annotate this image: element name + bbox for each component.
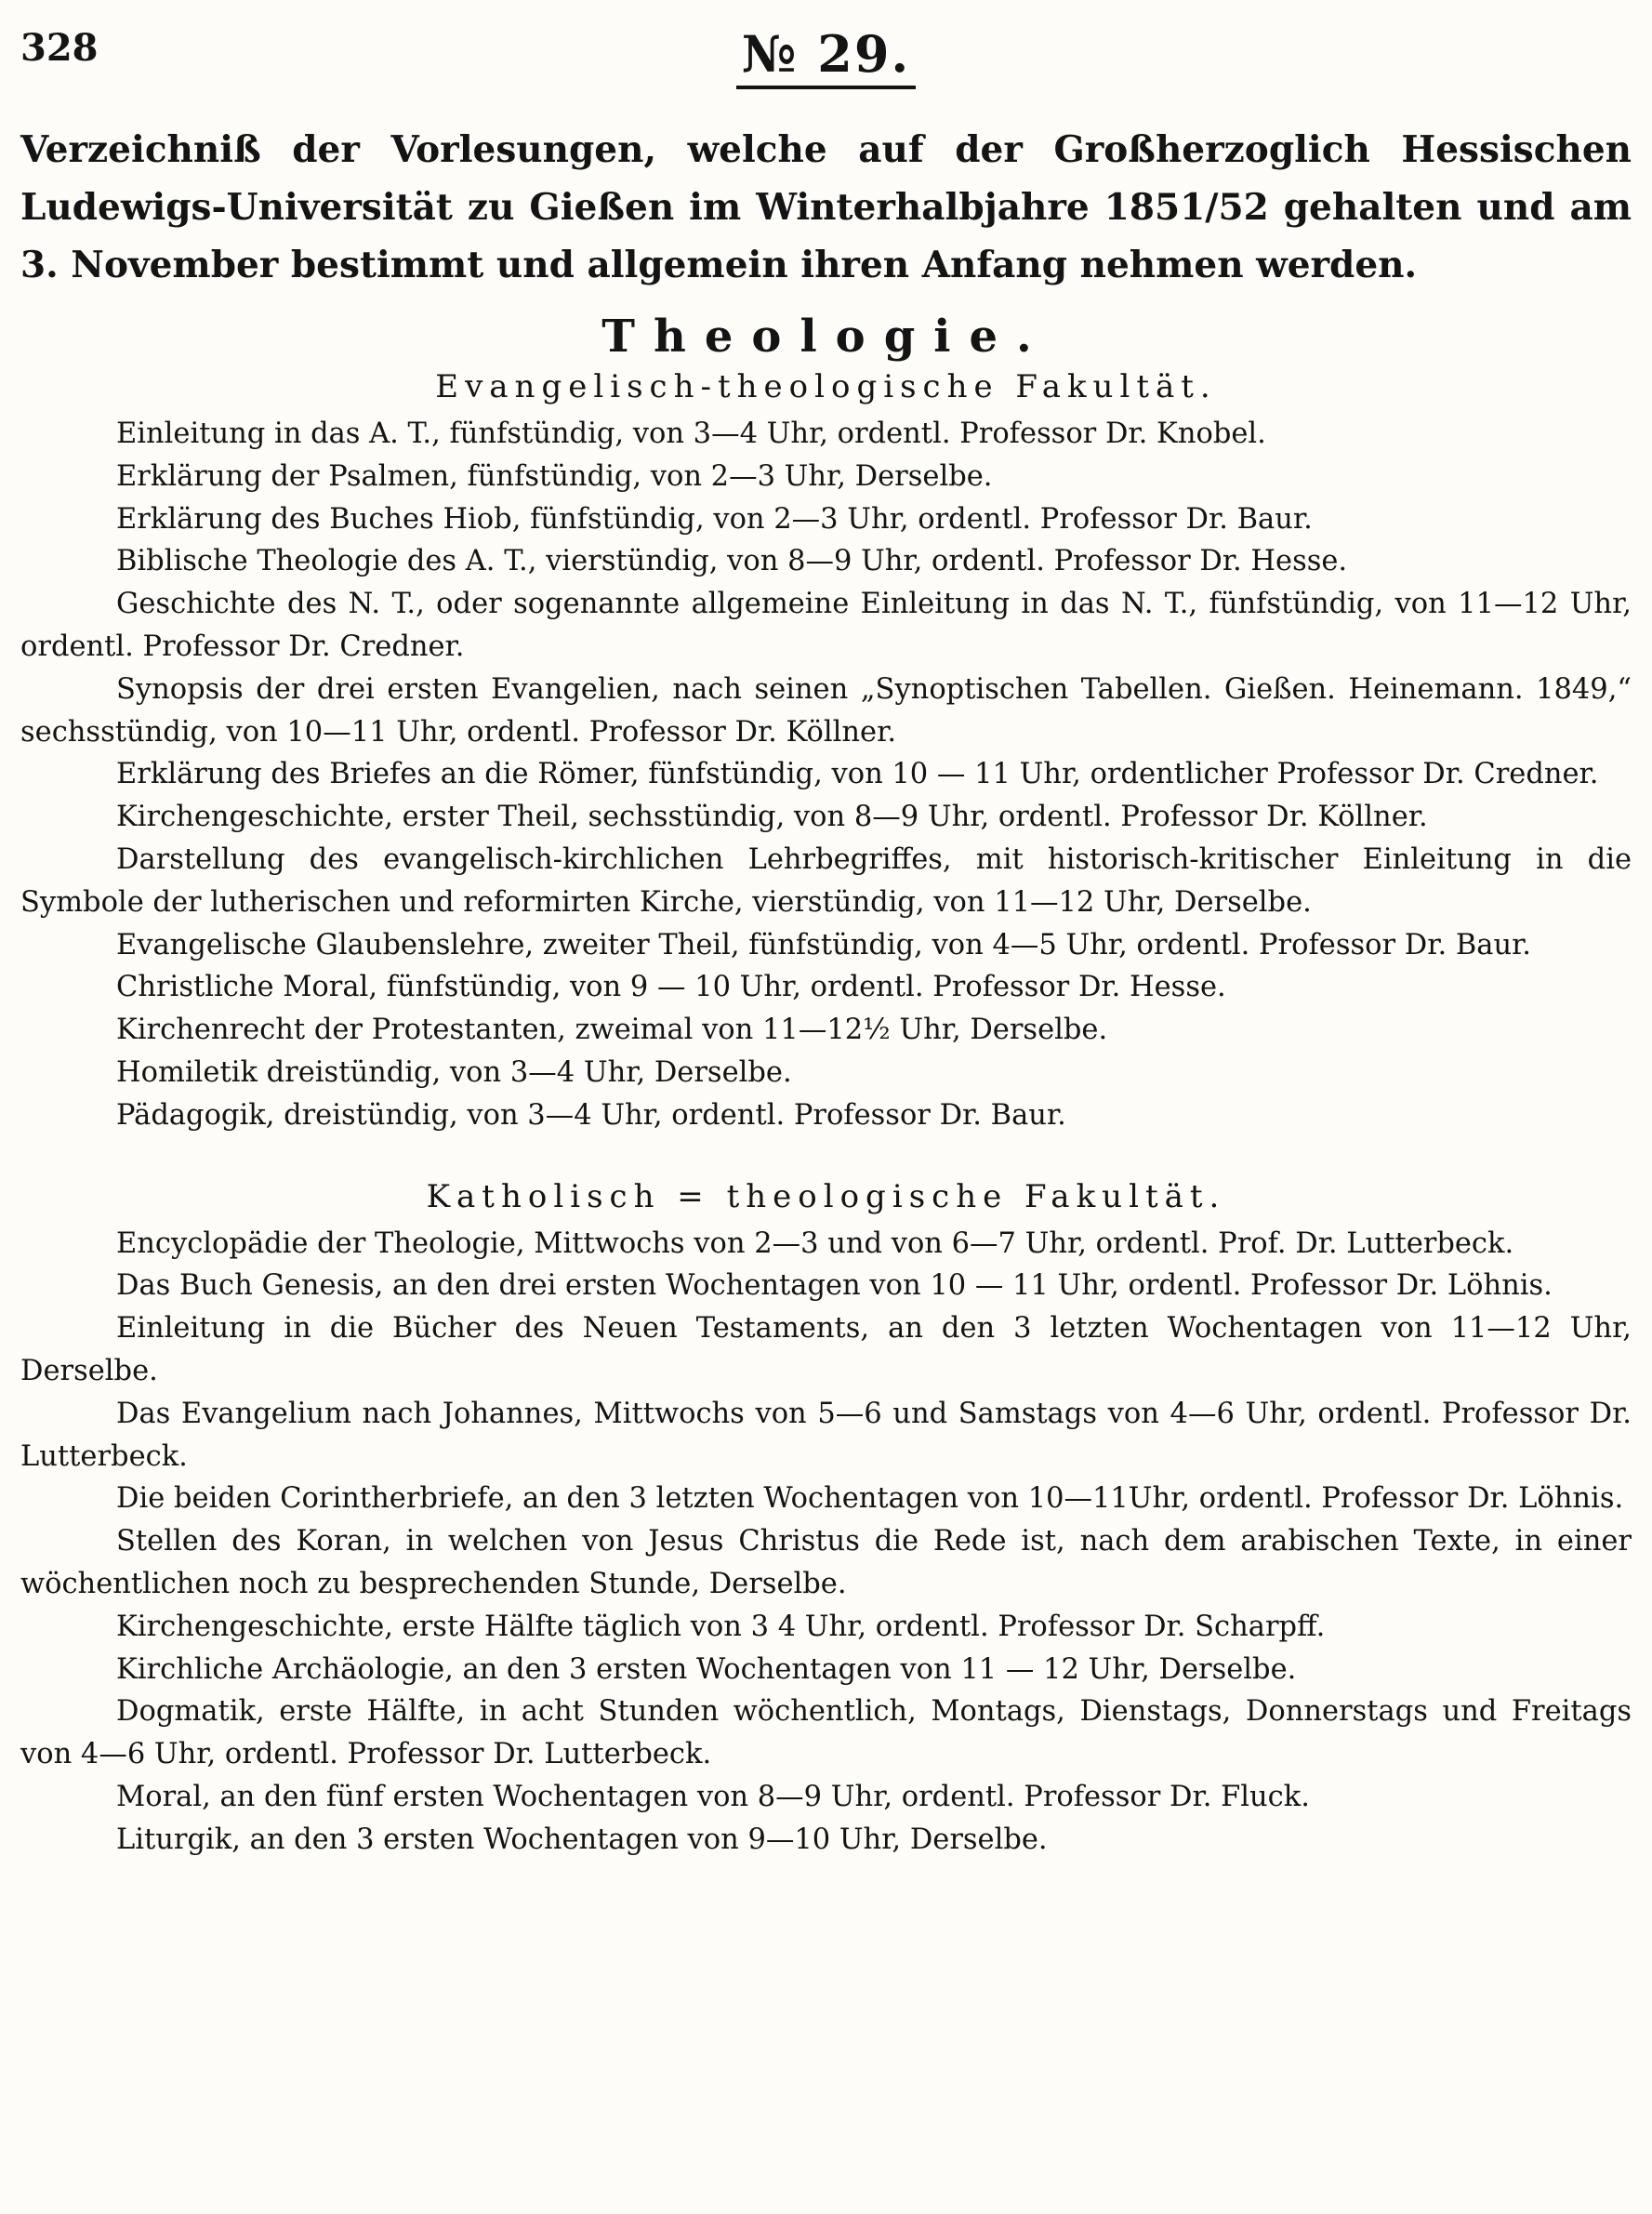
course-entry: Dogmatik, erste Hälfte, in acht Stunden wöchentlich, Montags, Dienstags, Donnerstags und Freitags von 4—6 Uhr, ordentl. Professor Dr. Lutterbeck. bbox=[20, 1695, 1632, 1771]
page-number: 328 bbox=[20, 26, 99, 70]
course-entry: Erklärung des Briefes an die Römer, fünfstündig, von 10 — 11 Uhr, ordentlicher Professor Dr. Credner. bbox=[116, 758, 1599, 791]
course-entry: Encyclopädie der Theologie, Mittwochs von 2—3 und von 6—7 Uhr, ordentl. Prof. Dr. Lutterbeck. bbox=[116, 1226, 1514, 1260]
document-title: Verzeichniß der Vorlesungen, welche auf der Großherzoglich Hessischen Ludewigs-Universität zu Gießen im Winterhalbjahre 1851/52 gehalten und am 3. November bestimmt und allgemein ihren Anfang nehmen werden. bbox=[20, 128, 1632, 286]
course-entry: Synopsis der drei ersten Evangelien, nach seinen „Synoptischen Tabellen. Gießen. Heinemann. 1849,“ sechsstündig, von 10—11 Uhr, ordentl. Professor Dr. Köllner. bbox=[20, 672, 1632, 749]
course-entry: Das Evangelium nach Johannes, Mittwochs von 5—6 und Samstags von 4—6 Uhr, ordentl. Professor Dr. Lutterbeck. bbox=[20, 1397, 1632, 1473]
course-entry: Kirchengeschichte, erste Hälfte täglich von 3 4 Uhr, ordentl. Professor Dr. Scharpff. bbox=[116, 1610, 1326, 1643]
faculty-heading-catholic: Katholisch = theologische Fakultät. bbox=[426, 1177, 1226, 1215]
faculty-heading-evangelical: Evangelisch-theologische Fakultät. bbox=[435, 368, 1217, 405]
course-entry: Liturgik, an den 3 ersten Wochentagen von 9—10 Uhr, Derselbe. bbox=[116, 1823, 1048, 1856]
section-spacer bbox=[20, 1137, 1632, 1173]
course-entry: Darstellung des evangelisch-kirchlichen Lehrbegriffes, mit historisch-kritischer Einleitung in die Symbole der lutherischen und reformirten Kirche, vierstündig, von 11—12 Uhr, Derselbe. bbox=[20, 842, 1632, 919]
course-entry: Moral, an den fünf ersten Wochentagen von 8—9 Uhr, ordentl. Professor Dr. Fluck. bbox=[116, 1780, 1310, 1813]
course-entry: Einleitung in das A. T., fünfstündig, von 3—4 Uhr, ordentl. Professor Dr. Knobel. bbox=[116, 418, 1266, 450]
course-entry: Erklärung des Buches Hiob, fünfstündig, von 2—3 Uhr, ordentl. Professor Dr. Baur. bbox=[116, 502, 1313, 536]
page-header bbox=[20, 19, 1632, 121]
course-entry: Biblische Theologie des A. T., vierstündig, von 8—9 Uhr, ordentl. Professor Dr. Hesse. bbox=[116, 545, 1348, 578]
course-entry: Das Buch Genesis, an den drei ersten Wochentagen von 10 — 11 Uhr, ordentl. Professor Dr. Löhnis. bbox=[116, 1269, 1553, 1303]
document-page bbox=[20, 19, 1632, 1862]
course-entry: Stellen des Koran, in welchen von Jesus Christus die Rede ist, nach dem arabischen Texte, in einer wöchentlichen noch zu besprechenden Stunde, Derselbe. bbox=[20, 1525, 1632, 1600]
issue-number: № 29. bbox=[736, 24, 916, 89]
evangelical-course-list bbox=[20, 413, 1632, 1137]
course-entry: Geschichte des N. T., oder sogenannte allgemeine Einleitung in das N. T., fünfstündig, von 11—12 Uhr, ordentl. Professor Dr. Credner. bbox=[20, 588, 1632, 663]
course-entry: Erklärung der Psalmen, fünfstündig, von 2—3 Uhr, Derselbe. bbox=[116, 459, 993, 493]
course-entry: Christliche Moral, fünfstündig, von 9 — 10 Uhr, ordentl. Professor Dr. Hesse. bbox=[116, 971, 1226, 1004]
course-entry: Kirchenrecht der Protestanten, zweimal von 11—12½ Uhr, Derselbe. bbox=[116, 1014, 1108, 1047]
course-entry: Einleitung in die Bücher des Neuen Testaments, an den 3 letzten Wochentagen von 11—12 Uhr, Derselbe. bbox=[20, 1312, 1632, 1387]
course-entry: Homiletik dreistündig, von 3—4 Uhr, Derselbe. bbox=[116, 1055, 792, 1089]
course-entry: Kirchliche Archäologie, an den 3 ersten Wochentagen von 11 — 12 Uhr, Derselbe. bbox=[116, 1652, 1297, 1686]
section-heading: Theologie. bbox=[601, 311, 1051, 363]
catholic-course-list bbox=[20, 1223, 1632, 1862]
course-entry: Pädagogik, dreistündig, von 3—4 Uhr, ordentl. Professor Dr. Baur. bbox=[116, 1098, 1066, 1132]
issue-number-wrap bbox=[20, 24, 1632, 84]
course-entry: Evangelische Glaubenslehre, zweiter Theil, fünfstündig, von 4—5 Uhr, ordentl. Professor Dr. Baur. bbox=[116, 928, 1532, 961]
course-entry: Die beiden Corintherbriefe, an den 3 letzten Wochentagen von 10—11Uhr, ordentl. Professor Dr. Löhnis. bbox=[116, 1482, 1624, 1516]
course-entry: Kirchengeschichte, erster Theil, sechsstündig, von 8—9 Uhr, ordentl. Professor Dr. Köllner. bbox=[116, 801, 1428, 834]
